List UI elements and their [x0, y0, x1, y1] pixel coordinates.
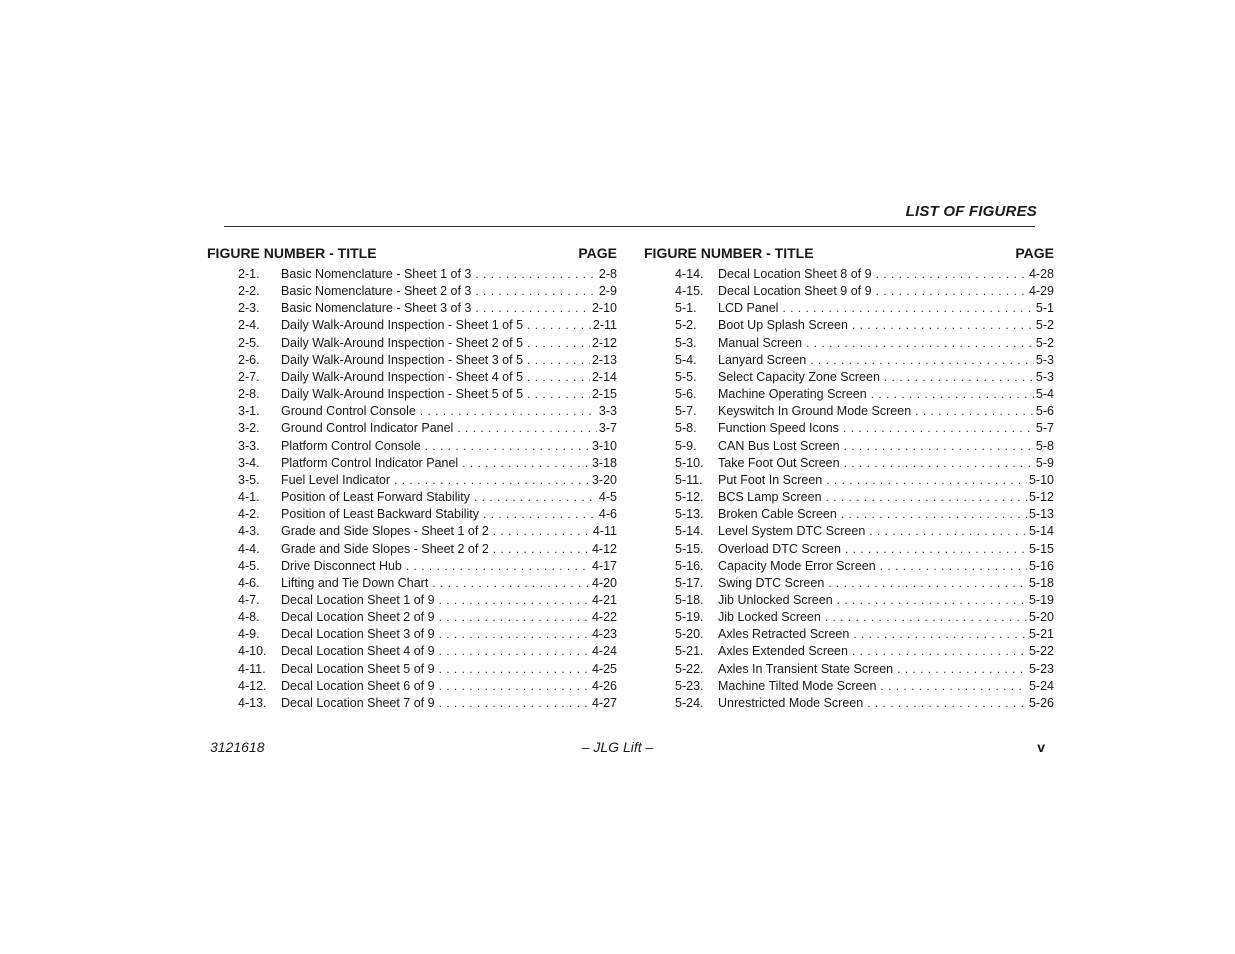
dot-leader	[527, 352, 590, 369]
list-item[interactable]	[207, 352, 617, 369]
figure-page: 5-2	[1035, 318, 1054, 333]
figure-page: 4-5	[598, 490, 617, 505]
dot-leader	[474, 489, 597, 506]
figure-title: Decal Location Sheet 4 of 9	[281, 644, 435, 659]
figure-title: Lanyard Screen	[718, 352, 807, 367]
list-item[interactable]	[207, 506, 617, 523]
dot-leader	[876, 283, 1027, 300]
figure-page: 2-9	[598, 284, 617, 299]
list-item[interactable]	[644, 472, 1054, 489]
figure-title: Lifting and Tie Down Chart	[281, 575, 429, 590]
dot-leader	[394, 472, 590, 489]
list-item[interactable]	[644, 266, 1054, 283]
dot-leader	[420, 403, 597, 420]
list-item[interactable]	[644, 575, 1054, 592]
dot-leader	[837, 592, 1027, 609]
list-item[interactable]	[207, 369, 617, 386]
figure-page: 4-17	[591, 558, 617, 573]
figure-number: 5-17.	[675, 575, 704, 590]
list-item[interactable]	[644, 506, 1054, 523]
figure-title: Fuel Level Indicator	[281, 472, 391, 487]
figure-number: 2-3.	[238, 301, 260, 316]
figure-number: 5-7.	[675, 404, 697, 419]
figure-page: 5-8	[1035, 438, 1054, 453]
figure-page: 4-29	[1028, 284, 1054, 299]
figure-number: 5-15.	[675, 541, 704, 556]
figure-number: 5-12.	[675, 490, 704, 505]
dot-leader	[876, 266, 1027, 283]
figure-number: 4-13.	[238, 695, 267, 710]
figure-title: Jib Unlocked Screen	[718, 592, 833, 607]
dot-leader	[871, 386, 1034, 403]
dot-leader	[897, 661, 1027, 678]
figure-number: 4-9.	[238, 627, 260, 642]
figure-number: 2-1.	[238, 267, 260, 281]
figure-title: Platform Control Console	[281, 438, 421, 453]
dot-leader	[493, 523, 591, 540]
figure-title: Keyswitch In Ground Mode Screen	[718, 404, 912, 419]
column-heading-page: PAGE	[578, 245, 617, 261]
column-heading-page: PAGE	[1015, 245, 1054, 261]
list-item[interactable]	[207, 575, 617, 592]
dot-leader	[841, 506, 1027, 523]
dot-leader	[880, 678, 1027, 695]
dot-leader	[844, 455, 1034, 472]
figure-page: 4-20	[591, 575, 617, 590]
figure-number: 5-22.	[675, 661, 704, 676]
dot-leader	[527, 335, 590, 352]
figure-list	[644, 266, 1054, 712]
figure-page: 5-22	[1028, 644, 1054, 659]
page-title: LIST OF FIGURES	[905, 203, 1037, 220]
figure-number: 3-5.	[238, 472, 260, 487]
figure-title: CAN Bus Lost Screen	[718, 438, 840, 453]
dot-leader	[853, 626, 1027, 643]
figure-number: 5-21.	[675, 644, 704, 659]
dot-leader	[432, 575, 590, 592]
figure-page: 4-11	[592, 524, 617, 539]
list-item[interactable]	[207, 455, 617, 472]
figure-number: 4-14.	[675, 267, 704, 281]
figure-title: Unrestricted Mode Screen	[718, 695, 864, 710]
figure-number: 5-24.	[675, 695, 704, 710]
figure-page: 4-6	[598, 507, 617, 522]
figure-number: 4-2.	[238, 507, 260, 522]
figure-page: 4-26	[591, 678, 617, 693]
list-item[interactable]	[644, 523, 1054, 540]
dot-leader	[457, 420, 597, 437]
figure-title: Daily Walk-Around Inspection - Sheet 3 of 5	[281, 352, 524, 367]
figure-number: 4-10.	[238, 644, 267, 659]
figure-page: 4-23	[591, 627, 617, 642]
list-item[interactable]	[644, 661, 1054, 678]
dot-leader	[843, 420, 1034, 437]
dot-leader	[439, 678, 590, 695]
dot-leader	[475, 266, 597, 283]
figure-page: 5-20	[1028, 610, 1054, 625]
document-number: 3121618	[210, 739, 265, 755]
list-item[interactable]	[644, 558, 1054, 575]
figure-title: Swing DTC Screen	[718, 575, 825, 590]
figure-title: Basic Nomenclature - Sheet 1 of 3	[281, 267, 472, 281]
figure-title: Decal Location Sheet 1 of 9	[281, 592, 435, 607]
column-header	[207, 244, 617, 264]
figure-title: Overload DTC Screen	[718, 541, 841, 556]
list-item[interactable]	[644, 609, 1054, 626]
figure-page: 4-25	[591, 661, 617, 676]
list-item[interactable]	[207, 695, 617, 712]
figure-title: Daily Walk-Around Inspection - Sheet 2 of 5	[281, 335, 524, 350]
figure-number: 5-16.	[675, 558, 704, 573]
figure-title: Decal Location Sheet 7 of 9	[281, 695, 435, 710]
list-item[interactable]	[207, 266, 617, 283]
figure-page: 5-2	[1035, 335, 1054, 350]
figure-page: 4-21	[591, 592, 617, 607]
figure-number: 5-10.	[675, 455, 704, 470]
figure-number: 2-5.	[238, 335, 260, 350]
figure-page: 4-12	[591, 541, 617, 556]
figure-number: 4-11.	[238, 661, 266, 676]
dot-leader	[867, 695, 1027, 712]
list-item[interactable]	[207, 661, 617, 678]
figure-title: Function Speed Icons	[718, 421, 839, 436]
figure-number: 5-6.	[675, 387, 697, 402]
dot-leader	[869, 523, 1027, 540]
list-item[interactable]	[644, 541, 1054, 558]
figure-number: 2-2.	[238, 284, 260, 299]
figures-column-left	[207, 244, 617, 712]
figure-number: 2-4.	[238, 318, 260, 333]
dot-leader	[527, 317, 591, 334]
figure-number: 4-8.	[238, 610, 260, 625]
figure-title: Axles Retracted Screen	[718, 627, 850, 642]
figure-number: 4-4.	[238, 541, 260, 556]
figure-number: 5-23.	[675, 678, 704, 693]
figure-number: 4-15.	[675, 284, 704, 299]
figure-page: 3-3	[598, 404, 617, 419]
figure-number: 4-6.	[238, 575, 260, 590]
figure-page: 4-22	[591, 610, 617, 625]
figure-page: 5-9	[1035, 455, 1054, 470]
list-item[interactable]	[207, 643, 617, 660]
figure-number: 5-20.	[675, 627, 704, 642]
list-item[interactable]	[207, 300, 617, 317]
dot-leader	[852, 643, 1027, 660]
dot-leader	[462, 455, 590, 472]
column-heading-title: FIGURE NUMBER - TITLE	[207, 245, 377, 261]
figure-page: 2-13	[591, 352, 617, 367]
list-item[interactable]	[644, 352, 1054, 369]
figure-number: 3-2.	[238, 421, 260, 436]
figure-number: 5-19.	[675, 610, 704, 625]
figure-number: 3-4.	[238, 455, 260, 470]
list-item[interactable]	[207, 317, 617, 334]
dot-leader	[826, 489, 1027, 506]
dot-leader	[844, 438, 1034, 455]
list-item[interactable]	[644, 300, 1054, 317]
figure-title: LCD Panel	[718, 301, 779, 316]
figure-page: 2-12	[591, 335, 617, 350]
list-item[interactable]	[207, 438, 617, 455]
figure-number: 4-3.	[238, 524, 260, 539]
figure-page: 5-15	[1028, 541, 1054, 556]
figure-number: 5-14.	[675, 524, 704, 539]
list-item[interactable]	[207, 558, 617, 575]
column-heading-title: FIGURE NUMBER - TITLE	[644, 245, 814, 261]
figures-column-right	[644, 244, 1054, 712]
dot-leader	[852, 317, 1034, 334]
dot-leader	[845, 541, 1027, 558]
list-item[interactable]	[644, 420, 1054, 437]
figure-page: 5-10	[1028, 472, 1054, 487]
list-item[interactable]	[207, 541, 617, 558]
list-item[interactable]	[644, 369, 1054, 386]
figure-number: 5-8.	[675, 421, 697, 436]
figure-title: Decal Location Sheet 5 of 9	[281, 661, 435, 676]
list-item[interactable]	[644, 643, 1054, 660]
list-item[interactable]	[207, 592, 617, 609]
figure-title: Broken Cable Screen	[718, 507, 837, 522]
list-item[interactable]	[644, 592, 1054, 609]
list-item[interactable]	[644, 489, 1054, 506]
figure-title: Ground Control Indicator Panel	[281, 421, 454, 436]
figure-page: 5-21	[1028, 627, 1054, 642]
figure-list	[207, 266, 617, 712]
dot-leader	[475, 283, 597, 300]
dot-leader	[439, 626, 590, 643]
figure-title: Axles Extended Screen	[718, 644, 848, 659]
list-item[interactable]	[644, 317, 1054, 334]
figure-number: 2-7.	[238, 369, 260, 384]
figure-page: 4-28	[1028, 267, 1054, 281]
dot-leader	[527, 369, 590, 386]
list-item[interactable]	[207, 489, 617, 506]
figure-number: 5-13.	[675, 507, 704, 522]
figure-page: 5-26	[1028, 695, 1054, 710]
dot-leader	[527, 386, 590, 403]
figure-title: Decal Location Sheet 8 of 9	[718, 267, 872, 281]
figure-page: 5-3	[1035, 352, 1054, 367]
dot-leader	[880, 558, 1027, 575]
list-item[interactable]	[207, 403, 617, 420]
dot-leader	[439, 695, 590, 712]
figure-page: 2-8	[598, 267, 617, 281]
list-item[interactable]	[207, 523, 617, 540]
figure-number: 2-6.	[238, 352, 260, 367]
figure-page: 5-18	[1028, 575, 1054, 590]
figure-title: Daily Walk-Around Inspection - Sheet 1 of 5	[281, 318, 524, 333]
list-item[interactable]	[644, 335, 1054, 352]
dot-leader	[493, 541, 590, 558]
figure-title: Position of Least Forward Stability	[281, 490, 470, 505]
figure-number: 5-18.	[675, 592, 704, 607]
figure-title: Position of Least Backward Stability	[281, 507, 480, 522]
figure-number: 5-3.	[675, 335, 697, 350]
figure-page: 5-7	[1035, 421, 1054, 436]
figure-title: Decal Location Sheet 6 of 9	[281, 678, 435, 693]
figure-page: 5-19	[1028, 592, 1054, 607]
list-item[interactable]	[207, 472, 617, 489]
figure-page: 3-7	[598, 421, 617, 436]
footer-center-text: – JLG Lift –	[581, 739, 654, 755]
dot-leader	[810, 352, 1034, 369]
list-item[interactable]	[644, 455, 1054, 472]
figure-page: 5-13	[1028, 507, 1054, 522]
dot-leader	[425, 438, 590, 455]
figure-number: 5-5.	[675, 369, 697, 384]
figure-title: Grade and Side Slopes - Sheet 1 of 2	[281, 524, 489, 539]
figure-title: Drive Disconnect Hub	[281, 558, 402, 573]
figure-number: 3-1.	[238, 404, 260, 419]
figure-page: 5-4	[1035, 387, 1054, 402]
list-item[interactable]	[644, 283, 1054, 300]
dot-leader	[806, 335, 1034, 352]
figure-number: 2-8.	[238, 387, 260, 402]
dot-leader	[439, 661, 590, 678]
dot-leader	[825, 609, 1027, 626]
figure-title: Machine Operating Screen	[718, 387, 867, 402]
figure-page: 2-11	[592, 318, 617, 333]
list-item[interactable]	[207, 626, 617, 643]
figure-page: 3-18	[591, 455, 617, 470]
list-item[interactable]	[644, 438, 1054, 455]
figure-page: 5-16	[1028, 558, 1054, 573]
figure-number: 5-4.	[675, 352, 697, 367]
figure-title: Manual Screen	[718, 335, 803, 350]
figure-title: Level System DTC Screen	[718, 524, 866, 539]
page-number: v	[1037, 739, 1045, 755]
dot-leader	[782, 300, 1033, 317]
figure-page: 3-20	[591, 472, 617, 487]
figure-number: 5-1.	[675, 301, 697, 316]
dot-leader	[828, 575, 1027, 592]
figure-number: 4-1.	[238, 490, 260, 505]
figure-title: BCS Lamp Screen	[718, 490, 822, 505]
figure-title: Grade and Side Slopes - Sheet 2 of 2	[281, 541, 489, 556]
dot-leader	[439, 643, 590, 660]
figure-title: Basic Nomenclature - Sheet 2 of 3	[281, 284, 472, 299]
figure-number: 4-12.	[238, 678, 267, 693]
figure-page: 2-10	[591, 301, 617, 316]
figure-page: 5-1	[1035, 301, 1054, 316]
list-item[interactable]	[207, 420, 617, 437]
figure-title: Ground Control Console	[281, 404, 416, 419]
figure-title: Jib Locked Screen	[718, 610, 821, 625]
figure-page: 4-24	[591, 644, 617, 659]
figure-title: Select Capacity Zone Screen	[718, 369, 880, 384]
figure-title: Decal Location Sheet 2 of 9	[281, 610, 435, 625]
dot-leader	[406, 558, 590, 575]
figure-page: 2-15	[591, 387, 617, 402]
figure-number: 4-5.	[238, 558, 260, 573]
figure-title: Daily Walk-Around Inspection - Sheet 5 of 5	[281, 387, 524, 402]
figure-title: Daily Walk-Around Inspection - Sheet 4 of 5	[281, 369, 524, 384]
list-item[interactable]	[207, 283, 617, 300]
figure-number: 4-7.	[238, 592, 260, 607]
figure-number: 3-3.	[238, 438, 260, 453]
list-item[interactable]	[644, 678, 1054, 695]
figure-title: Decal Location Sheet 9 of 9	[718, 284, 872, 299]
list-item[interactable]	[207, 609, 617, 626]
list-item[interactable]	[207, 335, 617, 352]
dot-leader	[475, 300, 590, 317]
dot-leader	[826, 472, 1027, 489]
list-item[interactable]	[207, 678, 617, 695]
figure-title: Put Foot In Screen	[718, 472, 823, 487]
figure-title: Decal Location Sheet 3 of 9	[281, 627, 435, 642]
figure-page: 5-3	[1035, 369, 1054, 384]
list-item[interactable]	[644, 403, 1054, 420]
dot-leader	[439, 609, 590, 626]
figure-title: Take Foot Out Screen	[718, 455, 840, 470]
dot-leader	[884, 369, 1034, 386]
figure-page: 3-10	[591, 438, 617, 453]
list-item[interactable]	[644, 695, 1054, 712]
figure-page: 4-27	[591, 695, 617, 710]
figure-page: 2-14	[591, 369, 617, 384]
figure-page: 5-14	[1028, 524, 1054, 539]
header-rule	[224, 226, 1035, 227]
list-item[interactable]	[644, 626, 1054, 643]
figure-title: Platform Control Indicator Panel	[281, 455, 459, 470]
figure-page: 5-24	[1028, 678, 1054, 693]
figure-title: Basic Nomenclature - Sheet 3 of 3	[281, 301, 472, 316]
figure-title: Machine Tilted Mode Screen	[718, 678, 877, 693]
figure-title: Boot Up Splash Screen	[718, 318, 848, 333]
figure-number: 5-2.	[675, 318, 697, 333]
figure-number: 5-9.	[675, 438, 697, 453]
list-item[interactable]	[644, 386, 1054, 403]
figure-title: Axles In Transient State Screen	[718, 661, 894, 676]
list-item[interactable]	[207, 386, 617, 403]
figure-number: 5-11.	[675, 472, 703, 487]
column-header	[644, 244, 1054, 264]
dot-leader	[915, 403, 1034, 420]
figure-page: 5-12	[1028, 490, 1054, 505]
figure-title: Capacity Mode Error Screen	[718, 558, 876, 573]
dot-leader	[439, 592, 590, 609]
dot-leader	[483, 506, 597, 523]
figure-page: 5-23	[1028, 661, 1054, 676]
figure-page: 5-6	[1035, 404, 1054, 419]
